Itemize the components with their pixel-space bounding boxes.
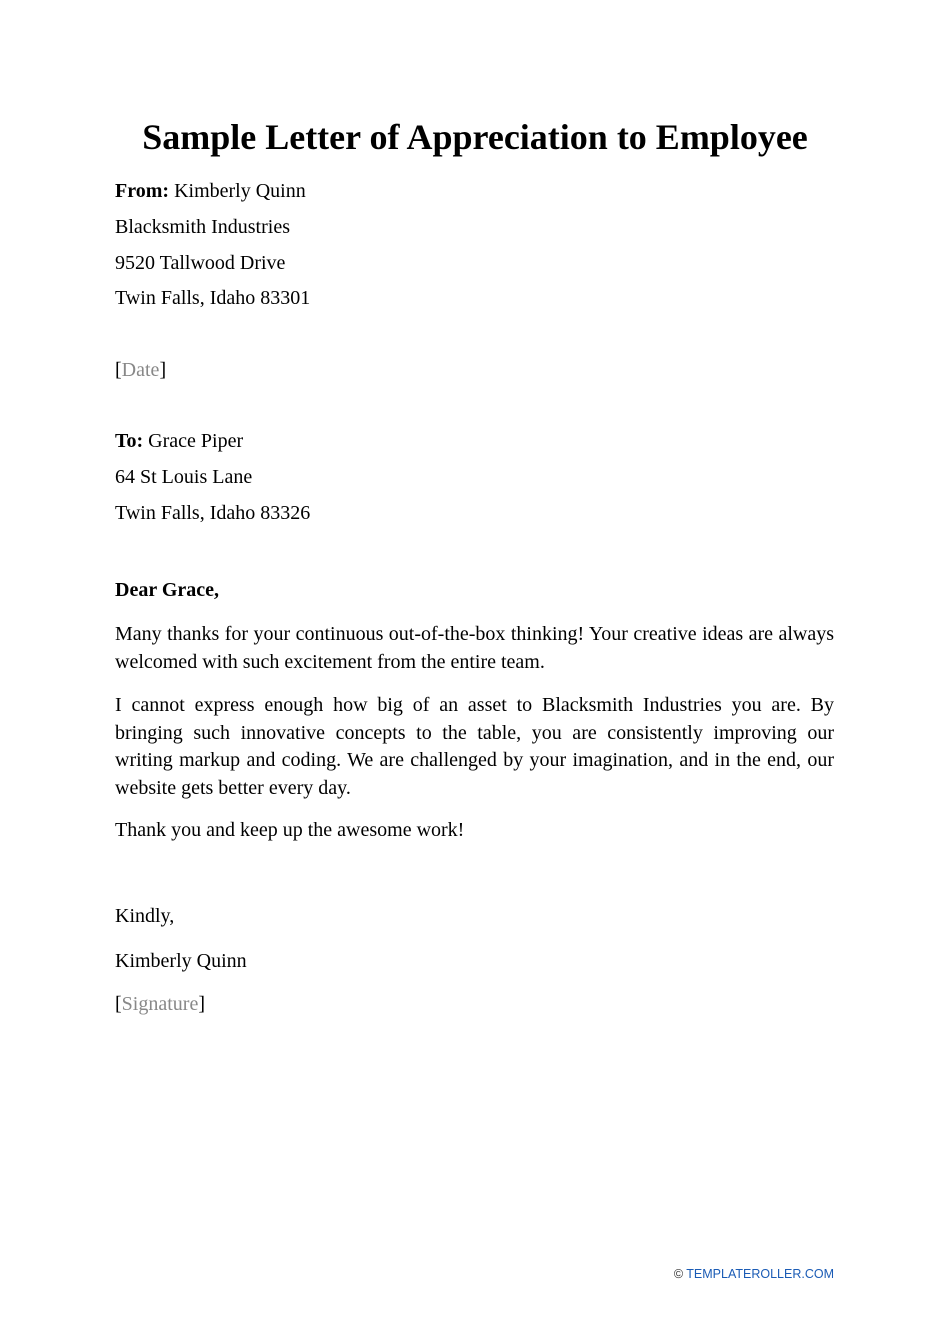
recipient-name: Grace Piper: [148, 430, 244, 452]
sender-company: Blacksmith Industries: [115, 216, 290, 238]
closing: Kindly,: [115, 905, 175, 927]
date-bracket-close: ]: [159, 359, 167, 381]
body-paragraph-2: I cannot express enough how big of an asset to Blacksmith Industries you are. By bringing such innovative concepts to the table, you are consistently improving our writing markup and coding. We are challenged by your imagination, and in the end, our website gets better every day.: [115, 694, 834, 799]
recipient-label: To:: [115, 430, 144, 452]
copyright-icon: ©: [673, 1267, 684, 1281]
body-paragraph-3: Thank you and keep up the awesome work!: [115, 819, 465, 841]
body-paragraph-1: Many thanks for your continuous out-of-the-box thinking! Your creative ideas are always welcomed with such excitement from the entire team.: [115, 623, 834, 673]
footer: [674, 1266, 834, 1282]
date-placeholder: Date: [121, 359, 160, 381]
salutation: Dear Grace,: [115, 579, 220, 601]
footer-site-link[interactable]: TEMPLATEROLLER.COM: [686, 1267, 834, 1281]
date-field[interactable]: [115, 358, 166, 382]
document-title: Sample Letter of Appreciation to Employee: [142, 117, 808, 157]
signature-bracket-open: [: [115, 993, 122, 1015]
signature-bracket-close: ]: [198, 993, 205, 1015]
sender-street: 9520 Tallwood Drive: [115, 252, 286, 274]
sender-name-line: [115, 179, 306, 203]
sender-city: Twin Falls, Idaho 83301: [115, 287, 311, 309]
signature-placeholder: Signature: [121, 993, 199, 1015]
date-bracket-open: [: [115, 359, 122, 381]
recipient-name-line: [115, 429, 243, 453]
sender-label: From:: [115, 180, 170, 202]
signature-field[interactable]: [115, 992, 205, 1016]
recipient-city: Twin Falls, Idaho 83326: [115, 502, 311, 524]
sender-name: Kimberly Quinn: [174, 180, 306, 202]
signer-name: Kimberly Quinn: [115, 950, 247, 972]
recipient-street: 64 St Louis Lane: [115, 466, 253, 488]
